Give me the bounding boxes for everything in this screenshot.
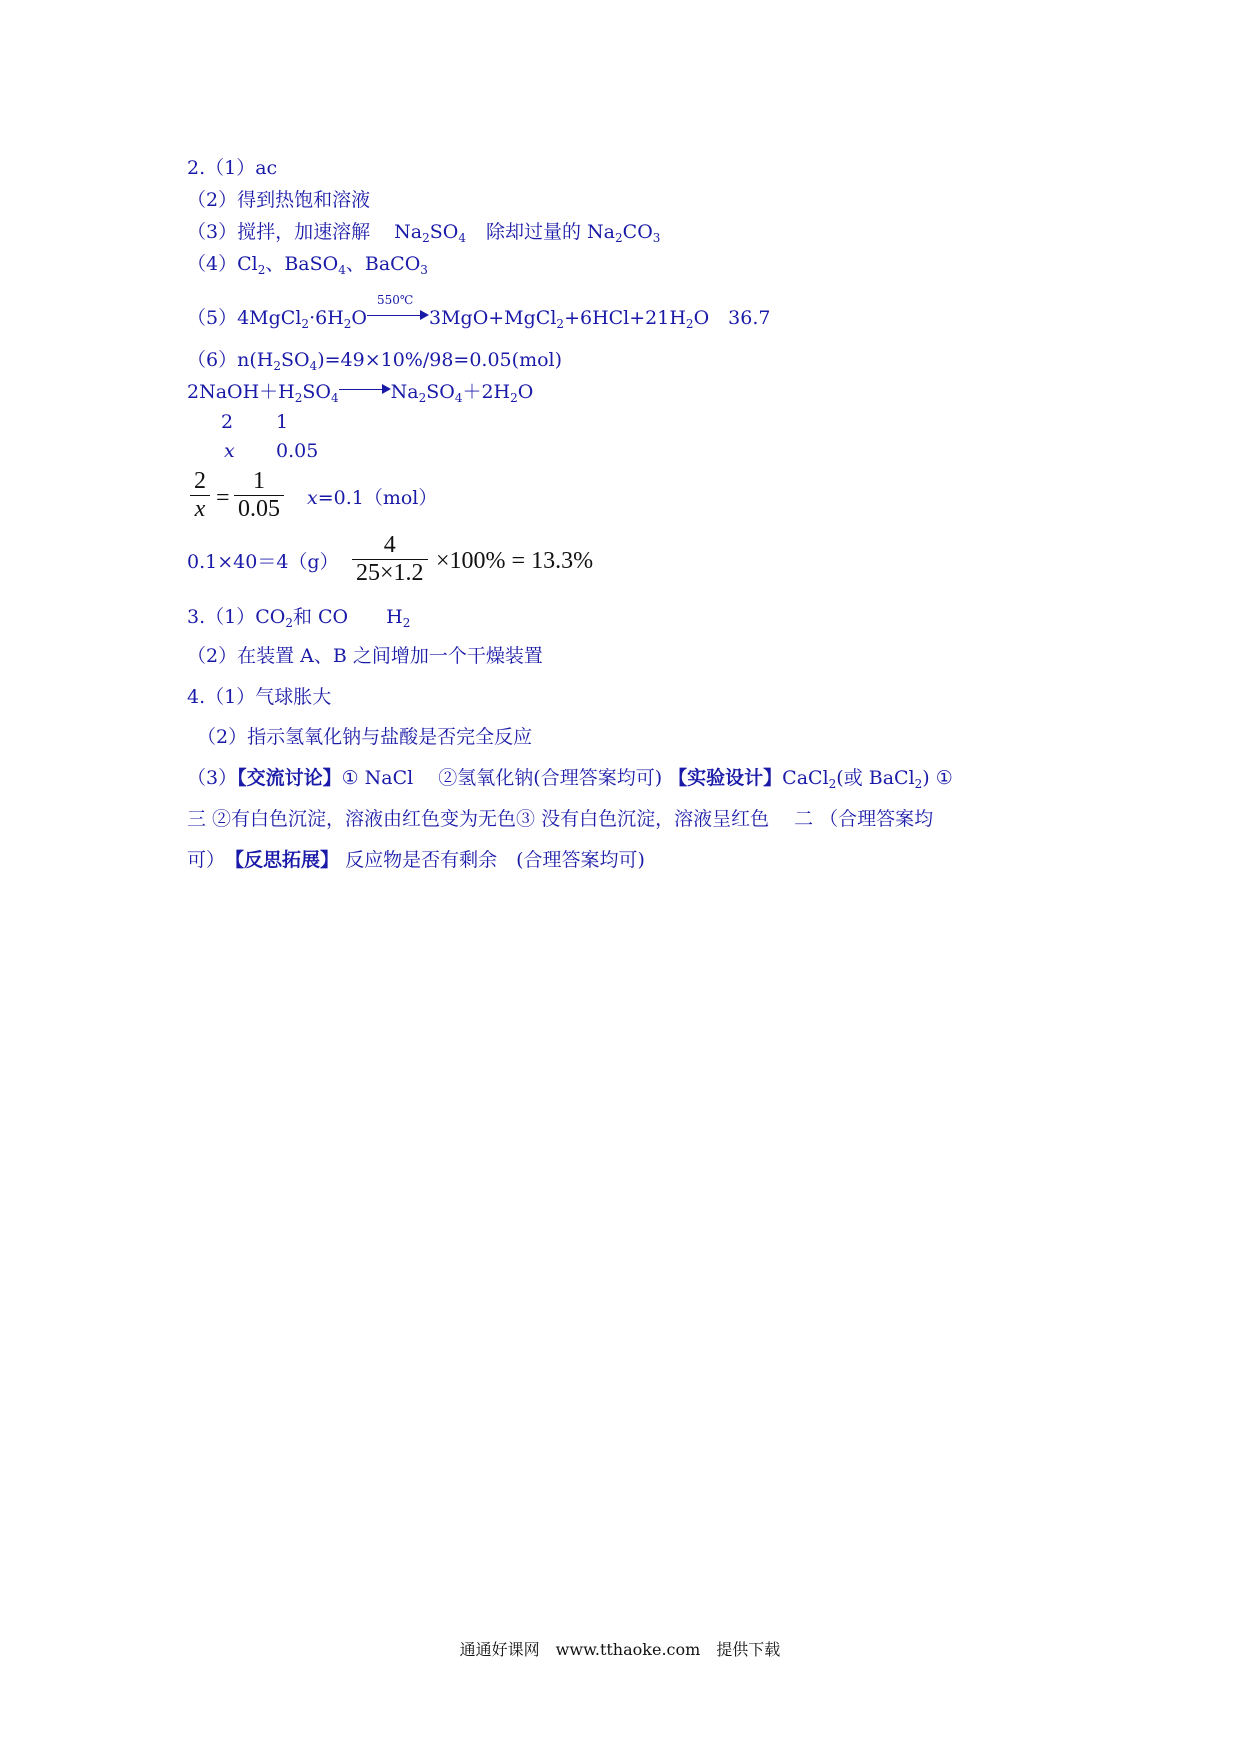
ratio-005: 0.05 — [276, 440, 319, 462]
frac-num: 4 — [383, 532, 396, 558]
x-value: =0.1（mol） — [317, 487, 438, 509]
naoh-h2so4-equation — [187, 381, 533, 409]
q2-part5-equation — [187, 293, 771, 335]
q2-part1-text: 2.（1）ac — [187, 157, 278, 179]
f-co2: 3.（1）CO — [187, 606, 286, 628]
q4-reflection-text: 反应物是否有剩余 (合理答案均可) — [339, 849, 645, 871]
f-sub: 2 — [418, 391, 427, 405]
frac-den: x — [194, 496, 206, 522]
reaction-arrow — [339, 385, 391, 395]
f-sub: 4 — [338, 263, 346, 277]
q2-part3 — [187, 221, 660, 249]
frac-num: 2 — [194, 468, 206, 494]
heading-reflection: 【反思拓展】 — [234, 849, 340, 871]
f-sub: 2 — [343, 317, 352, 331]
f-sub: 3 — [420, 263, 428, 277]
q4-part3-line2 — [187, 808, 933, 830]
f-end: ) ① — [922, 767, 953, 789]
ratio-row-1 — [221, 411, 289, 433]
f-o: O — [351, 307, 367, 329]
f-baso: 、BaSO — [265, 253, 339, 275]
f-sub: 2 — [257, 263, 266, 277]
reaction-condition: 550℃ — [376, 293, 414, 307]
q2-part4 — [187, 253, 428, 281]
f-sub: 2 — [273, 359, 281, 373]
q2-part6 — [187, 349, 562, 377]
x-result — [307, 487, 437, 509]
heading-experiment-design: 【实验设计】 — [668, 767, 783, 789]
f-so: SO — [280, 349, 310, 371]
percent-result: ×100% = 13.3% — [436, 548, 594, 574]
q2-part3-text: （3）搅拌，加速溶解 — [187, 221, 371, 243]
equals-sign: = — [216, 485, 230, 511]
q4-part3-num: （3） — [187, 767, 238, 789]
q3-part1 — [187, 606, 410, 634]
f-sub: 2 — [685, 317, 694, 331]
arrow-shaft — [339, 389, 385, 390]
f-sub: 2 — [301, 317, 310, 331]
q3-part2 — [187, 645, 543, 667]
q4-part1-text: 4.（1）气球胀大 — [187, 686, 332, 708]
f-naoh: 2NaOH＋H — [187, 381, 295, 403]
f-na: Na — [394, 221, 423, 243]
fraction-2-over-x — [190, 468, 210, 523]
arrow-shaft — [367, 315, 423, 316]
footer-source: 通通好课网 www.tthaoke.com 提供下载 — [459, 1640, 781, 1659]
f-sub: 2 — [402, 616, 411, 630]
q4-part3-line1 — [187, 767, 953, 795]
f-mgcl: （5）4MgCl — [187, 307, 302, 329]
f-bacl: (或 BaCl — [836, 767, 915, 789]
f-cacl: CaCl — [782, 767, 829, 789]
f-calc: )=49×10%/98=0.05(mol) — [317, 349, 563, 371]
mass-text: 0.1×40＝4（g） — [187, 551, 339, 573]
f-cl: （4）Cl — [187, 253, 258, 275]
f-co-h: 和 CO H — [292, 606, 403, 628]
q2-part2-text: （2）得到热饱和溶液 — [187, 189, 371, 211]
fraction-4-over-25x12 — [352, 532, 428, 587]
na2so4-formula — [394, 221, 466, 243]
ratio-x: x — [224, 440, 235, 462]
q2-part2 — [187, 189, 370, 211]
f-so: SO — [302, 381, 331, 403]
ratio-row-2 — [224, 440, 319, 462]
q4-line3-start: 可） — [187, 849, 235, 871]
f-sub: 2 — [556, 317, 565, 331]
arrow-head — [382, 384, 391, 394]
f-sub: 4 — [309, 359, 318, 373]
f-hcl: +6HCl+21H — [564, 307, 686, 329]
frac-num: 1 — [253, 468, 265, 494]
q4-part1 — [187, 686, 331, 708]
f-so: SO — [429, 221, 459, 243]
f-co: CO — [622, 221, 653, 243]
f-o: O — [517, 381, 534, 403]
frac-den: 25×1.2 — [356, 560, 424, 586]
f-sub: 4 — [458, 231, 466, 245]
f-sub: 2 — [510, 391, 518, 405]
f-sub: 2 — [828, 777, 837, 791]
f-n: （6）n(H — [187, 349, 274, 371]
mass-calc — [187, 551, 339, 573]
f-na: Na — [390, 381, 419, 403]
x-var: x — [307, 487, 318, 509]
arrow-head — [420, 310, 429, 320]
q2-part1 — [187, 157, 277, 179]
f-sub: 2 — [422, 231, 430, 245]
heading-exchange-discussion: 【交流讨论】 — [237, 767, 342, 789]
f-sub: 2 — [615, 231, 623, 245]
f-mgo: 3MgO+MgCl — [428, 307, 557, 329]
f-sub: 2 — [285, 616, 293, 630]
f-result: O 36.7 — [693, 307, 771, 329]
q4-part3-line3 — [187, 849, 645, 871]
f-so: SO — [426, 381, 455, 403]
q3-part2-text: （2）在装置 A、B 之间增加一个干燥装置 — [187, 645, 543, 667]
reaction-arrow — [367, 293, 429, 321]
frac-den: 0.05 — [238, 496, 280, 522]
f-sub: 4 — [331, 391, 339, 405]
q4-discussion-text: ① NaCl ②氢氧化钠(合理答案均可) — [341, 767, 669, 789]
q4-line2-text: 三 ②有白色沉淀，溶液由红色变为无色③ 没有白色沉淀，溶液呈红色 二 （合理答案均 — [187, 808, 934, 830]
f-h: ＋2H — [462, 381, 511, 403]
f-text: 除却过量的 Na — [486, 221, 616, 243]
q4-part2 — [197, 726, 532, 748]
f-sub: 3 — [652, 231, 661, 245]
f-baco: 、BaCO — [345, 253, 421, 275]
fraction-1-over-005 — [234, 468, 284, 523]
ratio-1: 1 — [276, 411, 289, 433]
f-h2o: ·6H — [309, 307, 344, 329]
q4-part2-text: （2）指示氢氧化钠与盐酸是否完全反应 — [197, 726, 533, 748]
f-sub: 4 — [454, 391, 463, 405]
f-sub: 2 — [294, 391, 303, 405]
na2co3-text — [486, 221, 660, 243]
f-sub: 2 — [914, 777, 923, 791]
ratio-2: 2 — [221, 411, 234, 433]
